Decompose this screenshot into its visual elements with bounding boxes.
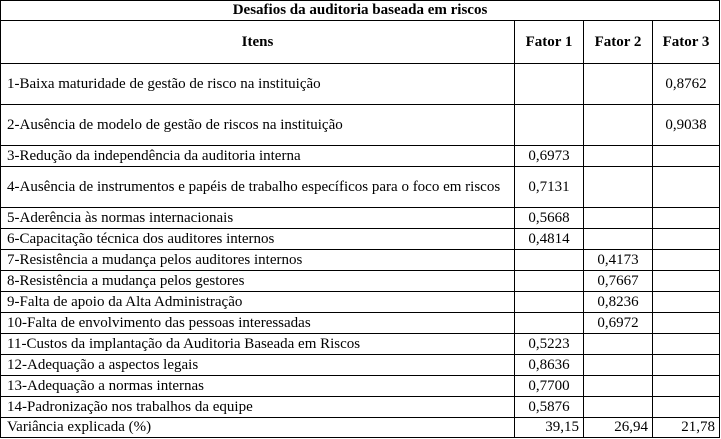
fator2-cell [584, 146, 653, 167]
variance-fator1: 39,15 [515, 418, 584, 438]
table-header-row [1, 21, 720, 64]
fator1-cell: 0,6973 [515, 146, 584, 167]
table-row [1, 250, 720, 271]
item-cell: 9-Falta de apoio da Alta Administração [1, 292, 515, 313]
fator3-cell [653, 250, 720, 271]
fator2-cell: 0,7667 [584, 271, 653, 292]
table-row [1, 271, 720, 292]
table-title-row [1, 1, 720, 21]
table-row [1, 146, 720, 167]
item-cell: 6-Capacitação técnica dos auditores internos [1, 229, 515, 250]
item-cell: 12-Adequação a aspectos legais [1, 355, 515, 376]
fator3-cell [653, 167, 720, 208]
fator2-cell: 0,8236 [584, 292, 653, 313]
fator1-cell: 0,7131 [515, 167, 584, 208]
fator3-cell [653, 376, 720, 397]
item-cell: 2-Ausência de modelo de gestão de riscos na instituição [1, 105, 515, 146]
item-cell: 5-Aderência às normas internacionais [1, 208, 515, 229]
fator3-cell [653, 397, 720, 418]
fator2-cell [584, 64, 653, 105]
table-row [1, 208, 720, 229]
table-row [1, 64, 720, 105]
variance-label: Variância explicada (%) [1, 418, 515, 438]
fator1-cell: 0,8636 [515, 355, 584, 376]
fator2-cell [584, 397, 653, 418]
table-row [1, 397, 720, 418]
table-row [1, 334, 720, 355]
item-cell: 13-Adequação a normas internas [1, 376, 515, 397]
fator1-cell [515, 250, 584, 271]
fator1-cell: 0,7700 [515, 376, 584, 397]
variance-row [1, 418, 720, 438]
fator1-cell [515, 64, 584, 105]
fator3-cell [653, 229, 720, 250]
fator3-cell [653, 271, 720, 292]
table-row [1, 355, 720, 376]
fator1-cell [515, 313, 584, 334]
fator3-cell: 0,9038 [653, 105, 720, 146]
fator1-cell: 0,5668 [515, 208, 584, 229]
fator1-cell: 0,4814 [515, 229, 584, 250]
fator2-cell [584, 208, 653, 229]
item-cell: 8-Resistência a mudança pelos gestores [1, 271, 515, 292]
table-row [1, 376, 720, 397]
fator1-cell [515, 271, 584, 292]
column-header-fator2: Fator 2 [584, 21, 653, 64]
table-row [1, 313, 720, 334]
fator1-cell [515, 105, 584, 146]
fator2-cell [584, 167, 653, 208]
variance-fator3: 21,78 [653, 418, 720, 438]
variance-fator2: 26,94 [584, 418, 653, 438]
fator3-cell [653, 208, 720, 229]
table-title: Desafios da auditoria baseada em riscos [1, 1, 720, 21]
item-cell: 10-Falta de envolvimento das pessoas interessadas [1, 313, 515, 334]
item-cell: 14-Padronização nos trabalhos da equipe [1, 397, 515, 418]
table-row [1, 105, 720, 146]
item-cell: 1-Baixa maturidade de gestão de risco na instituição [1, 64, 515, 105]
fator1-cell [515, 292, 584, 313]
fator2-cell [584, 334, 653, 355]
fator2-cell [584, 355, 653, 376]
column-header-fator3: Fator 3 [653, 21, 720, 64]
fator2-cell [584, 376, 653, 397]
item-cell: 4-Ausência de instrumentos e papéis de trabalho específicos para o foco em riscos [1, 167, 515, 208]
fator3-cell [653, 146, 720, 167]
item-cell: 3-Redução da independência da auditoria interna [1, 146, 515, 167]
fator3-cell [653, 292, 720, 313]
fator2-cell: 0,6972 [584, 313, 653, 334]
fator3-cell [653, 355, 720, 376]
fator1-cell: 0,5223 [515, 334, 584, 355]
fator3-cell [653, 313, 720, 334]
table-row [1, 292, 720, 313]
table-row [1, 229, 720, 250]
fator3-cell: 0,8762 [653, 64, 720, 105]
fator2-cell: 0,4173 [584, 250, 653, 271]
table-row [1, 167, 720, 208]
item-cell: 7-Resistência a mudança pelos auditores internos [1, 250, 515, 271]
fator3-cell [653, 334, 720, 355]
fator2-cell [584, 105, 653, 146]
fator2-cell [584, 229, 653, 250]
fator1-cell: 0,5876 [515, 397, 584, 418]
item-cell: 11-Custos da implantação da Auditoria Baseada em Riscos [1, 334, 515, 355]
column-header-fator1: Fator 1 [515, 21, 584, 64]
column-header-items: Itens [1, 21, 515, 64]
